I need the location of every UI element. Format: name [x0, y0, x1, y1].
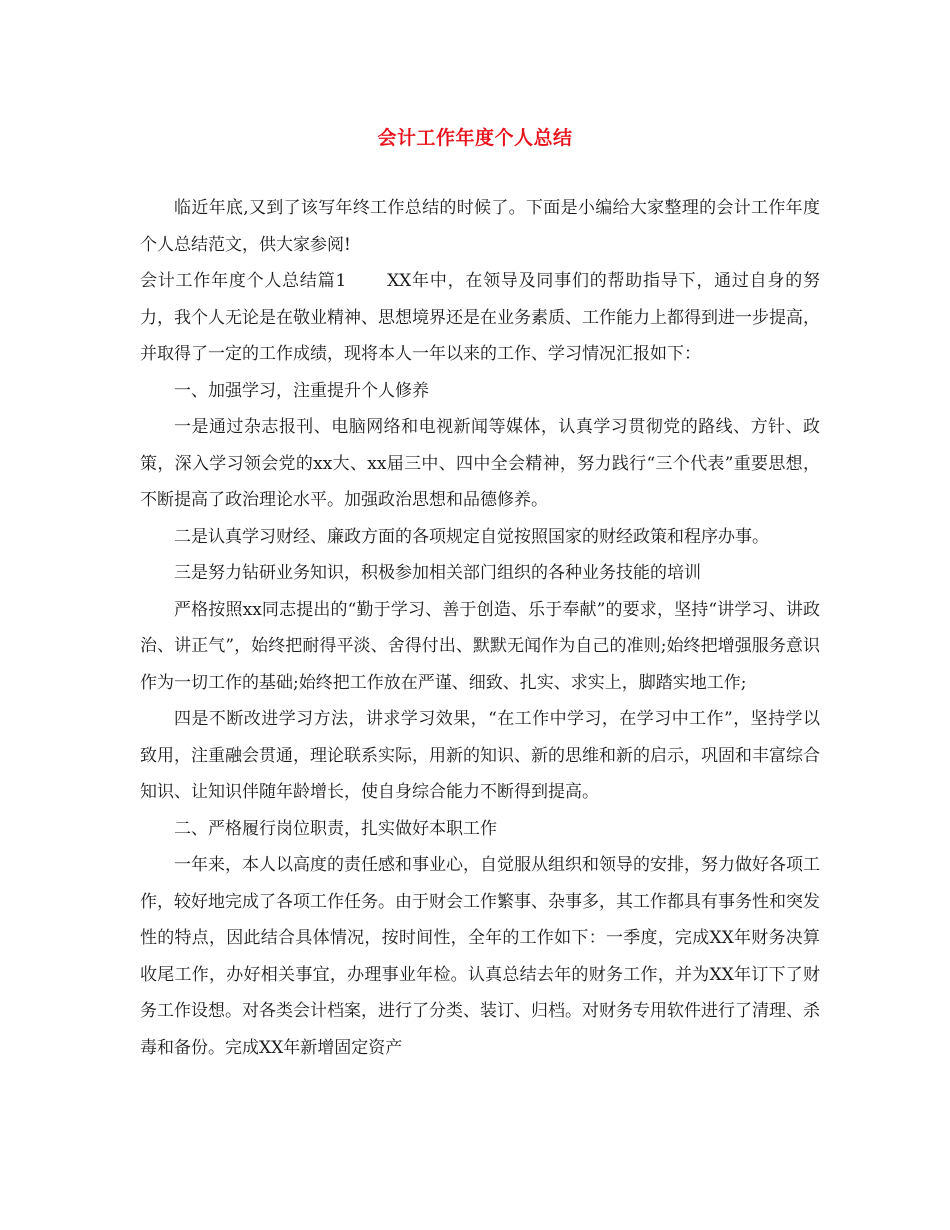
paragraph-text: XX年中，在领导及同事们的帮助指导下，通过自身的努力，我个人无论是在敬业精神、思想境界还是在业务素质、工作能力上都得到进一步提高，并取得了一定的工作成绩，现将本人一年以来的工作、学习情况汇报如下：: [140, 271, 820, 364]
paragraph-duties: 一年来，本人以高度的责任感和事业心，自觉服从组织和领导的安排，努力做好各项工作，较好地完成了各项工作任务。由于财会工作繁事、杂事多，其工作都具有事务性和突发性的特点，因此结合具体情况，按时间性，全年的工作如下：一季度，完成XX年财务决算收尾工作，办好相关事宜，办理事业年检。认真总结去年的财务工作，并为XX年订下了财务工作设想。对各类会计档案，进行了分类、装订、归档。对财务专用软件进行了清理、杀毒和备份。完成XX年新增固定资产: [140, 855, 820, 1058]
paragraph-intro: 临近年底,又到了该写年终工作总结的时候了。下面是小编给大家整理的会计工作年度个人总结范文，供大家参阅!: [140, 198, 820, 255]
paragraph-item-3: 三是努力钻研业务知识，积极参加相关部门组织的各种业务技能的培训: [174, 563, 701, 583]
paragraph-item-4: 四是不断改进学习方法，讲求学习效果，“在工作中学习，在学习中工作”，坚持学以致用，注重融会贯通，理论联系实际，用新的知识、新的思维和新的启示，巩固和丰富综合知识、让知识伴随年龄增长，使自身综合能力不断得到提高。: [140, 709, 820, 802]
inline-heading: 会计工作年度个人总结篇1: [140, 271, 347, 291]
paragraph-section-1: [140, 263, 820, 373]
document-title: 会计工作年度个人总结: [377, 127, 573, 149]
section-heading-1: 一、加强学习，注重提升个人修养: [174, 380, 429, 401]
document-body: [140, 190, 820, 1066]
paragraph-item-2: 二是认真学习财经、廉政方面的各项规定自觉按照国家的财经政策和程序办事。: [174, 526, 769, 547]
paragraph-item-1: 一是通过杂志报刊、电脑网络和电视新闻等媒体，认真学习贯彻党的路线、方针、政策，深入学习领会党的xx大、xx届三中、四中全会精神，努力践行“三个代表”重要思想，不断提高了政治理论水平。加强政治思想和品德修养。: [140, 417, 820, 510]
section-heading-2: 二、严格履行岗位职责，扎实做好本职工作: [174, 818, 497, 839]
paragraph-requirements: 严格按照xx同志提出的“勤于学习、善于创造、乐于奉献”的要求，坚持“讲学习、讲政治、讲正气”，始终把耐得平淡、舍得付出、默默无闻作为自己的准则;始终把增强服务意识作为一切工作的基础;始终把工作放在严谨、细致、扎实、求实上，脚踏实地工作;: [140, 599, 820, 693]
